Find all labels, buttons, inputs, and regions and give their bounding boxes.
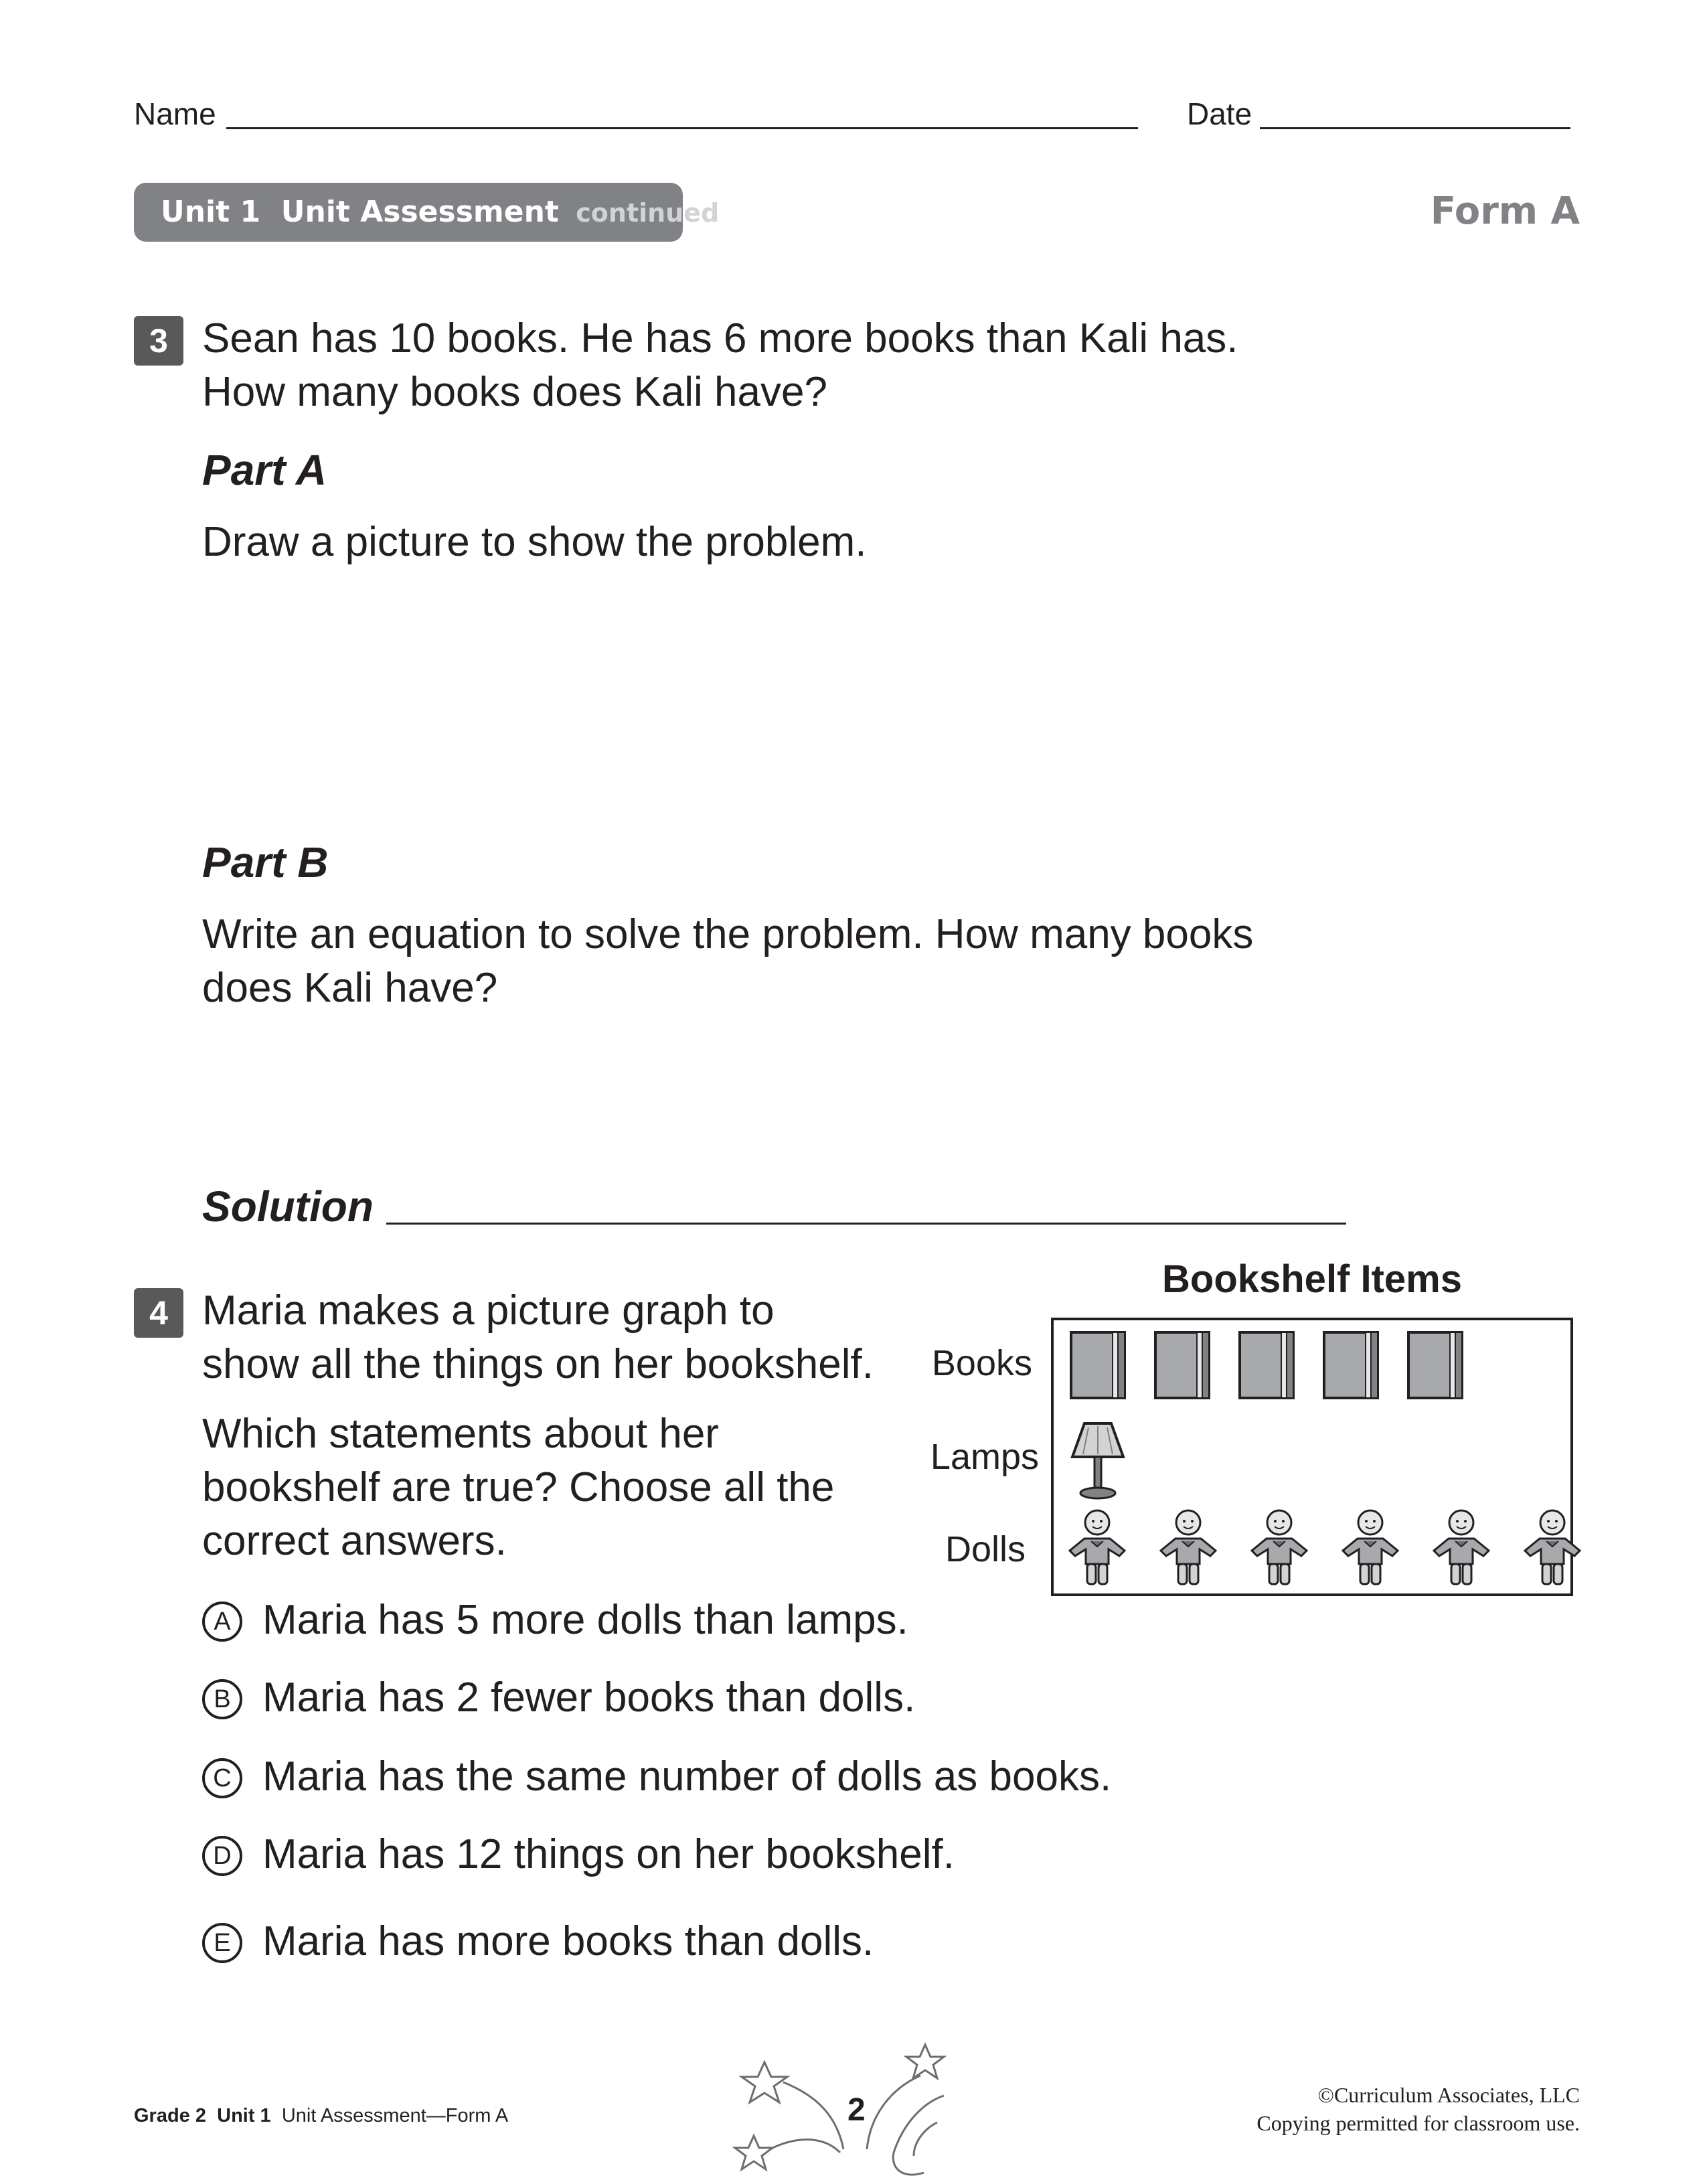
option-d[interactable] [202, 1828, 955, 1881]
question-3-line-2: How many books does Kali have? [202, 369, 827, 415]
drawing-area[interactable] [202, 582, 1340, 830]
shooting-stars-icon [723, 2035, 964, 2183]
question-4-line-4: bookshelf are true? Choose all the [202, 1464, 835, 1510]
doll-icon [1064, 1508, 1130, 1591]
option-a[interactable] [202, 1593, 908, 1647]
option-e[interactable] [202, 1915, 874, 1968]
option-c-text: Maria has the same number of dolls as books. [262, 1753, 1112, 1800]
book-icon [1406, 1330, 1465, 1404]
equation-area[interactable] [202, 1024, 1340, 1172]
graph-row-label-dolls: Dolls [945, 1529, 1026, 1569]
question-4-line-5: correct answers. [202, 1518, 507, 1564]
book-icon [1321, 1330, 1380, 1404]
option-b-bubble[interactable]: B [202, 1679, 242, 1719]
option-b[interactable] [202, 1671, 915, 1725]
question-4-line-2: show all the things on her bookshelf. [202, 1341, 874, 1387]
option-b-text: Maria has 2 fewer books than dolls. [262, 1674, 916, 1721]
date-field[interactable] [1260, 127, 1570, 129]
question-4-number: 4 [134, 1288, 183, 1338]
solution-label: Solution [202, 1182, 374, 1231]
doll-icon [1429, 1508, 1494, 1591]
lamp-icon [1068, 1419, 1127, 1506]
footer-right [1256, 2081, 1580, 2137]
option-c-bubble[interactable]: C [202, 1758, 242, 1798]
option-c[interactable] [202, 1750, 1111, 1804]
option-e-bubble[interactable]: E [202, 1923, 242, 1963]
doll-icon [1520, 1508, 1585, 1591]
option-a-text: Maria has 5 more dolls than lamps. [262, 1597, 908, 1643]
option-d-text: Maria has 12 things on her bookshelf. [262, 1831, 955, 1877]
solution-answer-line[interactable] [386, 1223, 1346, 1225]
graph-row-label-books: Books [931, 1343, 1032, 1383]
doll-icon [1337, 1508, 1403, 1591]
option-e-text: Maria has more books than dolls. [262, 1918, 874, 1964]
option-a-bubble[interactable]: A [202, 1602, 242, 1642]
doll-icon [1246, 1508, 1312, 1591]
footer-form: Unit Assessment—Form A [281, 2105, 509, 2126]
doll-icon [1155, 1508, 1221, 1591]
picture-graph [1051, 1318, 1573, 1596]
part-a-title: Part A [202, 446, 327, 494]
option-d-bubble[interactable]: D [202, 1836, 242, 1876]
permission-text: Copying permitted for classroom use. [1256, 2111, 1580, 2135]
graph-title: Bookshelf Items [1162, 1257, 1462, 1301]
date-label: Date [1187, 96, 1252, 131]
form-label: Form A [1430, 189, 1580, 233]
name-field[interactable] [226, 127, 1138, 129]
part-b-line-2: does Kali have? [202, 965, 498, 1011]
footer-left [134, 2104, 508, 2128]
continued-label: continued [576, 198, 720, 228]
part-a-text: Draw a picture to show the problem. [202, 519, 867, 565]
name-label: Name [134, 96, 216, 131]
question-4-line-1: Maria makes a picture graph to [202, 1288, 775, 1334]
question-3-number: 3 [134, 316, 183, 366]
assessment-title: Unit Assessment [280, 195, 559, 229]
graph-row-lamps [1068, 1419, 1127, 1506]
question-3-line-1: Sean has 10 books. He has 6 more books than Kali has. [202, 315, 1238, 362]
footer-grade: Grade 2 [134, 2105, 206, 2126]
unit-banner [134, 183, 720, 242]
graph-row-books [1068, 1330, 1465, 1404]
unit-number: Unit 1 [161, 195, 261, 229]
page-number: 2 [847, 2092, 866, 2128]
footer-unit: Unit 1 [217, 2105, 271, 2126]
part-b-line-1: Write an equation to solve the problem. How many books [202, 911, 1254, 957]
part-b-title: Part B [202, 838, 329, 886]
book-icon [1153, 1330, 1212, 1404]
copyright-text: ©Curriculum Associates, LLC [1317, 2083, 1580, 2107]
book-icon [1068, 1330, 1127, 1404]
book-icon [1237, 1330, 1296, 1404]
graph-row-label-lamps: Lamps [930, 1437, 1039, 1477]
question-4-line-3: Which statements about her [202, 1411, 719, 1457]
graph-row-dolls [1064, 1508, 1585, 1591]
